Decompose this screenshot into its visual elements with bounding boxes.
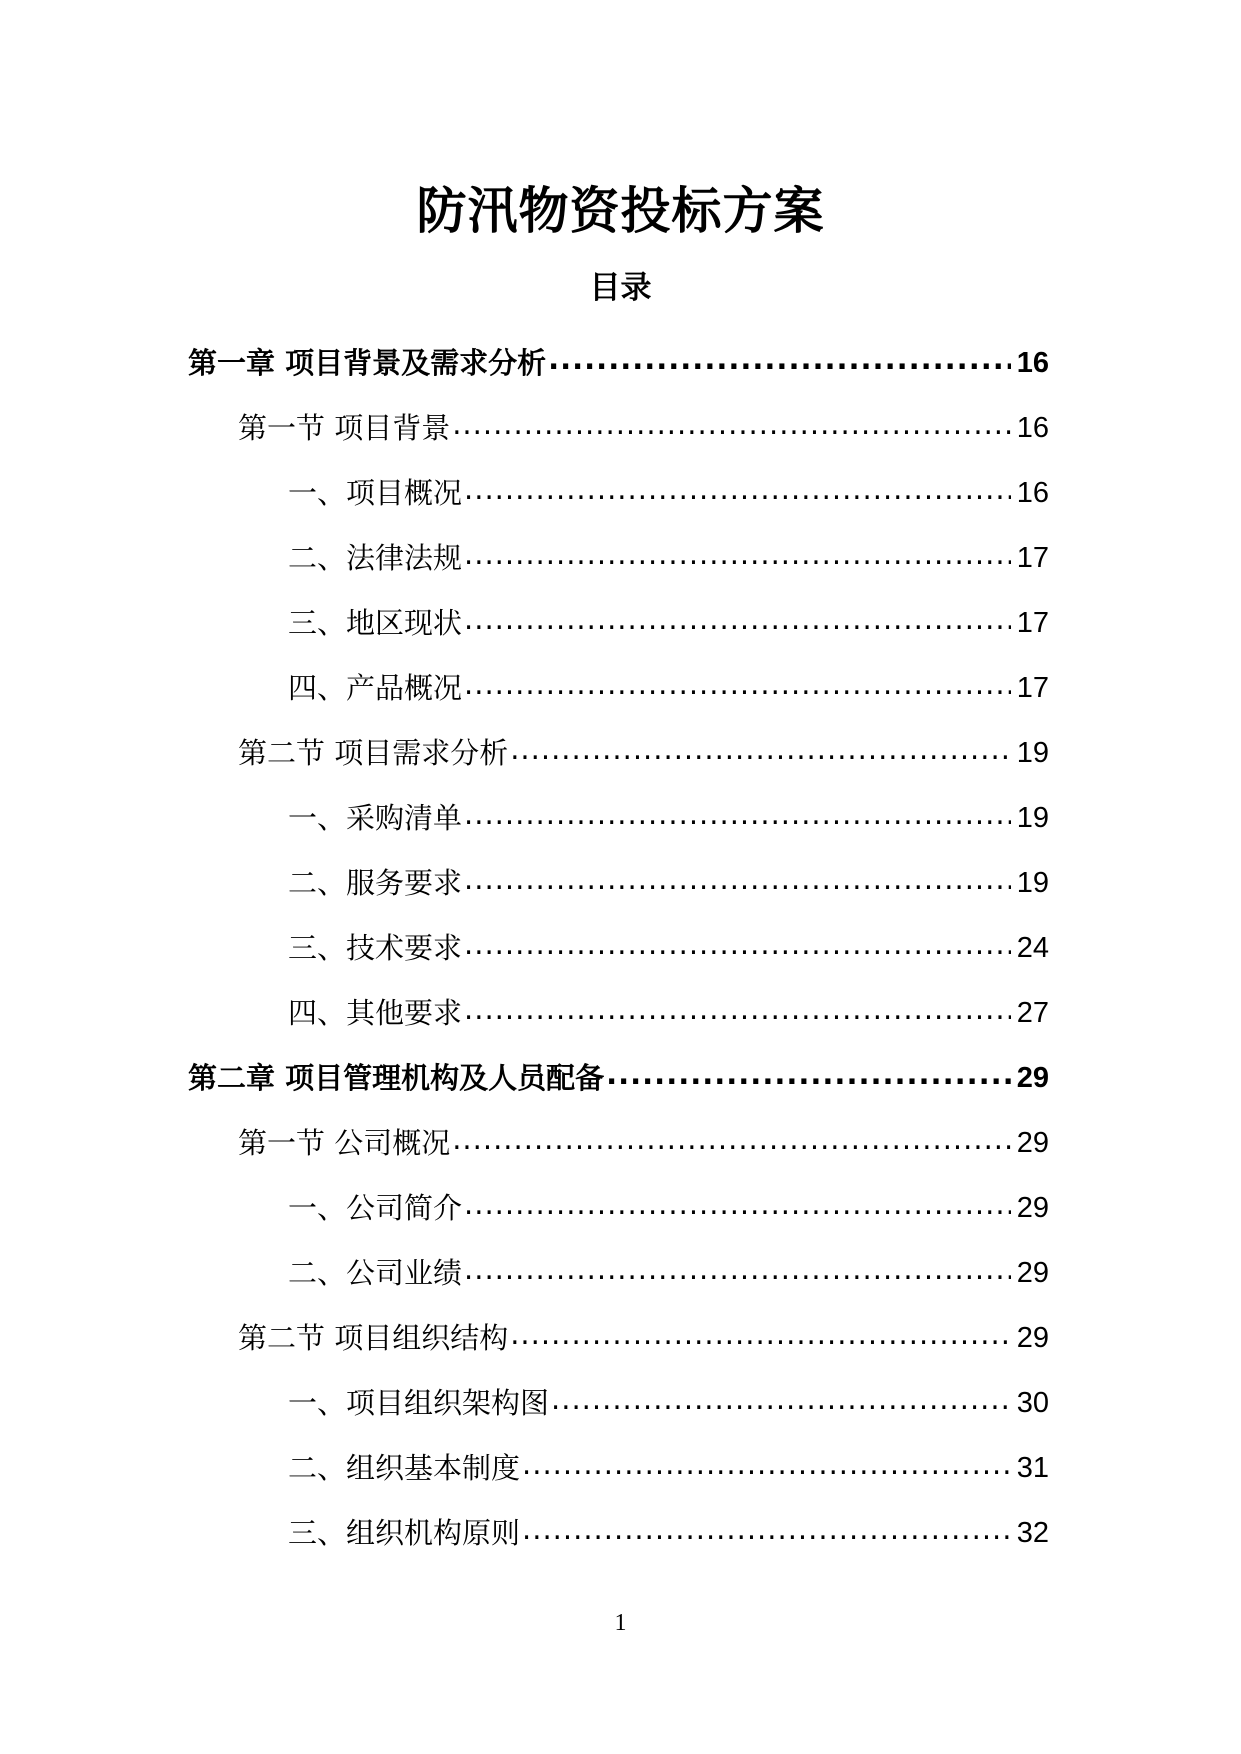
toc-entry-page: 19 xyxy=(1016,801,1049,834)
toc-entry-chapter[interactable] xyxy=(0,330,1241,395)
toc-entry-page: 29 xyxy=(1016,1191,1049,1224)
toc-entry-page: 29 xyxy=(1016,1126,1049,1159)
toc-entry-text: 四、产品概况 xyxy=(288,670,463,705)
toc-dot-leader xyxy=(464,993,1011,1033)
toc-dot-leader xyxy=(464,863,1011,903)
table-of-contents xyxy=(0,330,1241,1565)
toc-entry-page: 16 xyxy=(1016,476,1049,509)
toc-dot-leader xyxy=(464,928,1011,968)
toc-entry-subsection[interactable] xyxy=(0,1240,1241,1305)
toc-entry-subsection[interactable] xyxy=(0,1370,1241,1435)
toc-entry-text: 三、组织机构原则 xyxy=(288,1515,521,1550)
toc-entry-text: 第二节 项目组织结构 xyxy=(238,1320,509,1355)
toc-entry-section[interactable] xyxy=(0,395,1241,460)
toc-entry-page: 17 xyxy=(1016,606,1049,639)
toc-entry-text: 三、技术要求 xyxy=(288,930,463,965)
toc-dot-leader xyxy=(464,1253,1011,1293)
toc-entry-text: 二、组织基本制度 xyxy=(288,1450,521,1485)
toc-dot-leader xyxy=(510,1318,1011,1358)
toc-entry-subsection[interactable] xyxy=(0,655,1241,720)
toc-entry-text: 一、项目组织架构图 xyxy=(288,1385,550,1420)
toc-entry-text: 第一节 项目背景 xyxy=(238,410,451,445)
toc-dot-leader xyxy=(522,1448,1011,1488)
toc-entry-subsection[interactable] xyxy=(0,1175,1241,1240)
toc-entry-subsection[interactable] xyxy=(0,590,1241,655)
toc-entry-page: 17 xyxy=(1016,671,1049,704)
toc-entry-text: 第二章 项目管理机构及人员配备 xyxy=(188,1060,605,1095)
toc-entry-page: 17 xyxy=(1016,541,1049,574)
toc-entry-section[interactable] xyxy=(0,1110,1241,1175)
toc-dot-leader xyxy=(452,1123,1011,1163)
toc-entry-text: 一、项目概况 xyxy=(288,475,463,510)
toc-entry-section[interactable] xyxy=(0,1305,1241,1370)
toc-entry-page: 31 xyxy=(1016,1451,1049,1484)
toc-dot-leader xyxy=(464,603,1011,643)
toc-entry-text: 三、地区现状 xyxy=(288,605,463,640)
toc-entry-page: 30 xyxy=(1016,1386,1049,1419)
page-number: 1 xyxy=(614,1610,627,1636)
toc-entry-text: 四、其他要求 xyxy=(288,995,463,1030)
toc-entry-text: 二、服务要求 xyxy=(288,865,463,900)
toc-entry-page: 29 xyxy=(1016,1321,1049,1354)
toc-entry-page: 24 xyxy=(1016,931,1049,964)
toc-entry-page: 19 xyxy=(1016,866,1049,899)
toc-entry-subsection[interactable] xyxy=(0,915,1241,980)
toc-dot-leader xyxy=(522,1513,1011,1553)
toc-entry-subsection[interactable] xyxy=(0,525,1241,590)
toc-entry-page: 16 xyxy=(1016,411,1049,444)
toc-entry-subsection[interactable] xyxy=(0,1435,1241,1500)
toc-entry-subsection[interactable] xyxy=(0,980,1241,1045)
toc-dot-leader xyxy=(464,1188,1011,1228)
toc-heading: 目录 xyxy=(589,270,652,306)
toc-entry-text: 一、采购清单 xyxy=(288,800,463,835)
toc-dot-leader xyxy=(551,1383,1011,1423)
toc-entry-page: 27 xyxy=(1016,996,1049,1029)
toc-dot-leader xyxy=(464,668,1011,708)
toc-entry-page: 29 xyxy=(1016,1061,1049,1094)
toc-entry-text: 二、法律法规 xyxy=(288,540,463,575)
toc-dot-leader xyxy=(548,343,1011,383)
toc-entry-page: 32 xyxy=(1016,1516,1049,1549)
toc-dot-leader xyxy=(510,733,1011,773)
toc-entry-text: 二、公司业绩 xyxy=(288,1255,463,1290)
toc-dot-leader xyxy=(606,1058,1011,1098)
toc-entry-page: 16 xyxy=(1016,346,1049,379)
toc-entry-text: 一、公司简介 xyxy=(288,1190,463,1225)
toc-entry-page: 29 xyxy=(1016,1256,1049,1289)
toc-entry-text: 第二节 项目需求分析 xyxy=(238,735,509,770)
toc-entry-subsection[interactable] xyxy=(0,460,1241,525)
toc-entry-section[interactable] xyxy=(0,720,1241,785)
toc-dot-leader xyxy=(464,473,1011,513)
toc-dot-leader xyxy=(464,798,1011,838)
toc-entry-text: 第一节 公司概况 xyxy=(238,1125,451,1160)
toc-entry-chapter[interactable] xyxy=(0,1045,1241,1110)
toc-entry-subsection[interactable] xyxy=(0,785,1241,850)
toc-entry-subsection[interactable] xyxy=(0,1500,1241,1565)
toc-entry-text: 第一章 项目背景及需求分析 xyxy=(188,345,547,380)
toc-dot-leader xyxy=(452,408,1011,448)
document-title: 防汛物资投标方案 xyxy=(416,182,825,240)
toc-dot-leader xyxy=(464,538,1011,578)
toc-entry-subsection[interactable] xyxy=(0,850,1241,915)
toc-entry-page: 19 xyxy=(1016,736,1049,769)
